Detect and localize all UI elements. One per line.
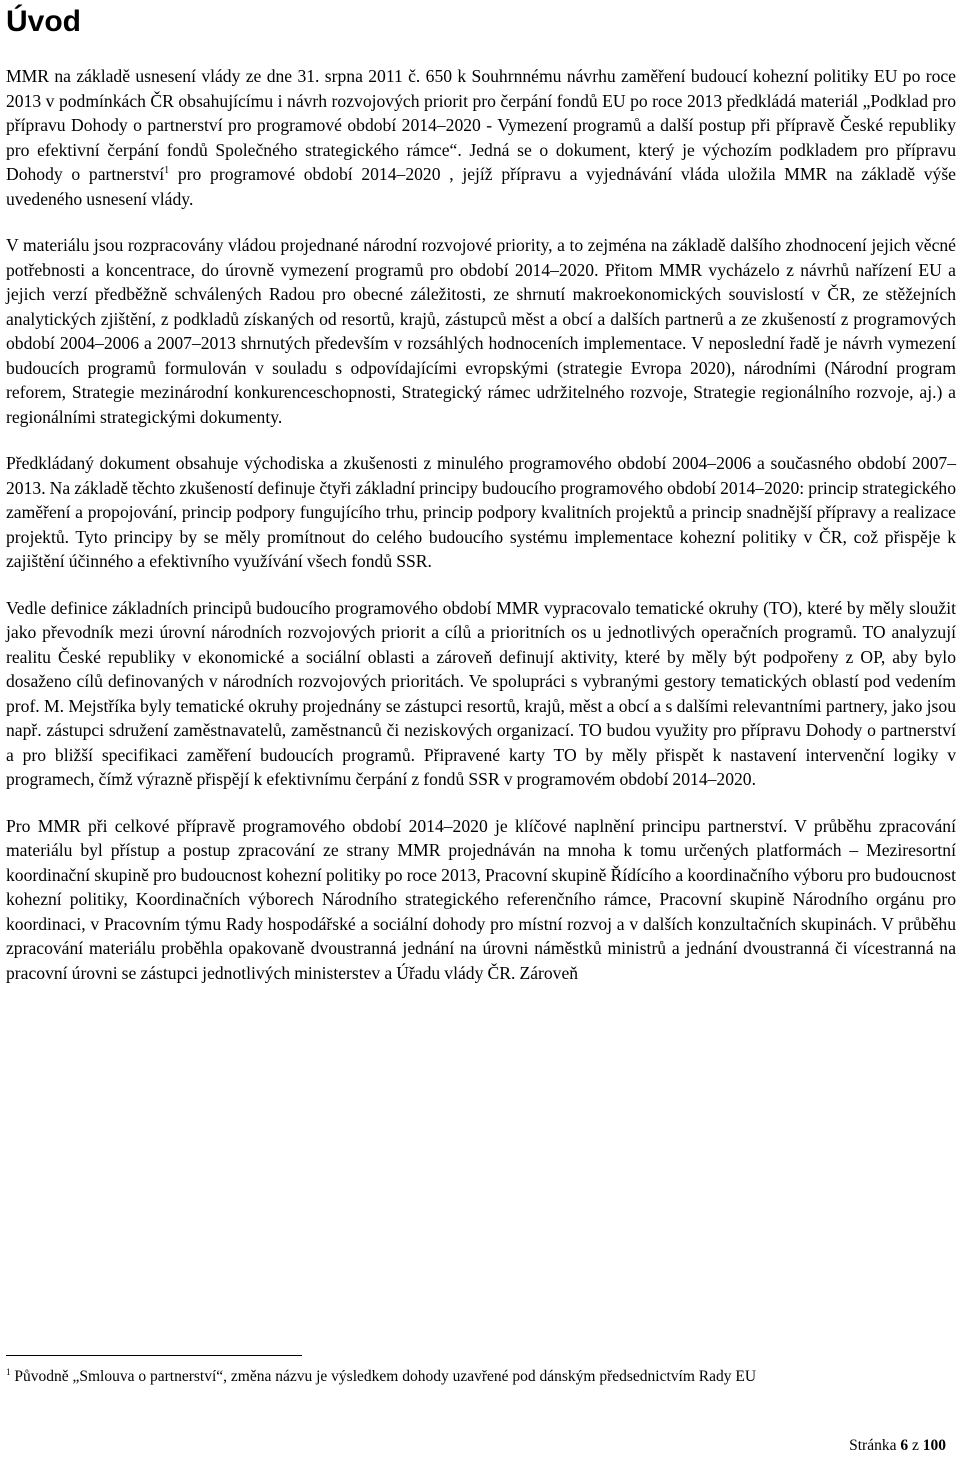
paragraph-intro: [6, 64, 956, 211]
paragraph-intro-text: MMR na základě usnesení vlády ze dne 31. srpna 2011 č. 650 k Souhrnnému návrhu zaměření budoucí kohezní politiky EU po roce 2013 v podmínkách ČR obsahujícímu i návrh rozvojových priorit pro čerpání fondů EU po roce 2013 předkládá materiál „Podklad pro přípravu Dohody o partnerství pro programové období 2014–2020 - Vymezení programů a další postup při přípravě České republiky pro efektivní čerpání fondů Společného strategického rámce“. Jedná se o dokument, který je výchozím podkladem pro přípravu Dohody o partnerství: [6, 66, 956, 184]
page-number-prefix: Stránka: [849, 1437, 897, 1454]
paragraph-thematic-areas: Vedle definice základních principů budoucího programového období MMR vypracovalo tematické okruhy (TO), které by měly sloužit jako převodník mezi úrovní národních rozvojových priorit a cílů a prioritních os u jednotlivých operačních programů. TO analyzují realitu České republiky v ekonomické a sociální oblasti a zároveň definují aktivity, které by měly být podpořeny z OP, aby bylo dosaženo cílů definovaných v národních rozvojových prioritách. Ve spolupráci s vybranými gestory tematických oblastí pod vedením prof. M. Mejstříka byly tematické okruhy projednány se zástupci resortů, krajů, měst a obcí a s dalšími relevantními partnery, jako jsou např. zástupci sdružení zaměstnavatelů, zaměstnanců či neziskových organizací. TO budou využity pro přípravu Dohody o partnerství a pro bližší specifikaci zaměření budoucích programů. Připravené karty TO by měly přispět k nastavení intervenční logiky v programech, čímž výrazně přispějí k efektivnímu čerpání z fondů SSR v programovém období 2014–2020.: [6, 597, 956, 789]
paragraph-principles: Předkládaný dokument obsahuje východiska a zkušenosti z minulého programového období 2004–2006 a současného období 2007–2013. Na základě těchto zkušeností definuje čtyři základní principy budoucího programového období 2014–2020: princip strategického zaměření a propojování, princip podpory fungujícího trhu, princip podpory kvalitních projektů a princip snadnější přípravy a realizace projektů. Tyto principy by se měly promítnout do celého budoucího systému implementace kohezní politiky v ČR, což přispěje k zajištění účinného a efektivního využívání všech fondů SSR.: [6, 453, 957, 571]
page-number-separator: z: [911, 1437, 919, 1454]
paragraph-priorities: V materiálu jsou rozpracovány vládou projednané národní rozvojové priority, a to zejména na základě dalšího zhodnocení jejich věcné potřebnosti a koncentrace, do úrovně vymezení programů pro období 2014–2020. Přitom MMR vycházelo z návrhů nařízení EU a jejich verzí předběžně schválených Radou pro obecné záležitosti, ze shrnutí makroekonomických souvislostí v ČR, ze stěžejních analytických zjištění, z podkladů získaných od resortů, krajů, zástupců měst a obcí a dalších partnerů a ze zkušeností z programových období 2004–2006 a 2007–2013 shrnutých především v rozsáhlých hodnoceních implementace. V neposlední řadě je návrh vymezení budoucích programů formulován v souladu s odpovídajícími evropskými (strategie Evropa 2020), národními (Národní program reforem, Strategie mezinárodní konkurenceschopnosti, Strategický rámec udržitelného rozvoje, Strategie regionálního rozvoje, aj.) a regionálními strategickými dokumenty.: [6, 235, 956, 427]
paragraph-intro-text-continued: pro programové období 2014–2020 , jejíž přípravu a vyjednávání vláda uložila MMR na základě výše uvedeného usnesení vlády.: [6, 164, 956, 209]
page-heading: Úvod: [6, 5, 81, 38]
footnote-text: Původně „Smlouva o partnerství“, změna názvu je výsledkem dohody uzavřené pod dánským předsednictvím Rady EU: [10, 1368, 757, 1385]
page-number: [849, 1436, 946, 1456]
footnote: [6, 1365, 936, 1388]
paragraph-partnership: Pro MMR při celkové přípravě programového období 2014–2020 je klíčové naplnění principu partnerství. V průběhu zpracování materiálu byl přístup a postup zpracování ze strany MMR projednáván na mnoha k tomu určených platformách – Meziresortní koordinační skupině pro budoucnost kohezní politiky po roce 2013, Pracovní skupině Řídícího a koordinačního výboru pro budoucnost kohezní politiky, Koordinačních výborech Národního strategického referenčního rámce, Pracovní skupině Národního orgánu pro koordinaci, v Pracovním týmu Rady hospodářské a sociální dohody pro místní rozvoj a v dalších konzultačních skupinách. V průběhu zpracování materiálu proběhla opakovaně dvoustranná jednání na úrovni náměstků ministrů a jednání dvoustranná či vícestranná na pracovní úrovni se zástupci jednotlivých ministerstev a Úřadu vlády ČR. Zároveň: [6, 815, 956, 983]
footnote-number: 1: [6, 1366, 11, 1377]
footnote-divider: [6, 1355, 302, 1356]
footnote-reference[interactable]: 1: [164, 165, 170, 177]
page-number-total: 100: [922, 1437, 946, 1454]
document-page: [6, 0, 956, 1460]
page-number-current: 6: [900, 1437, 909, 1454]
